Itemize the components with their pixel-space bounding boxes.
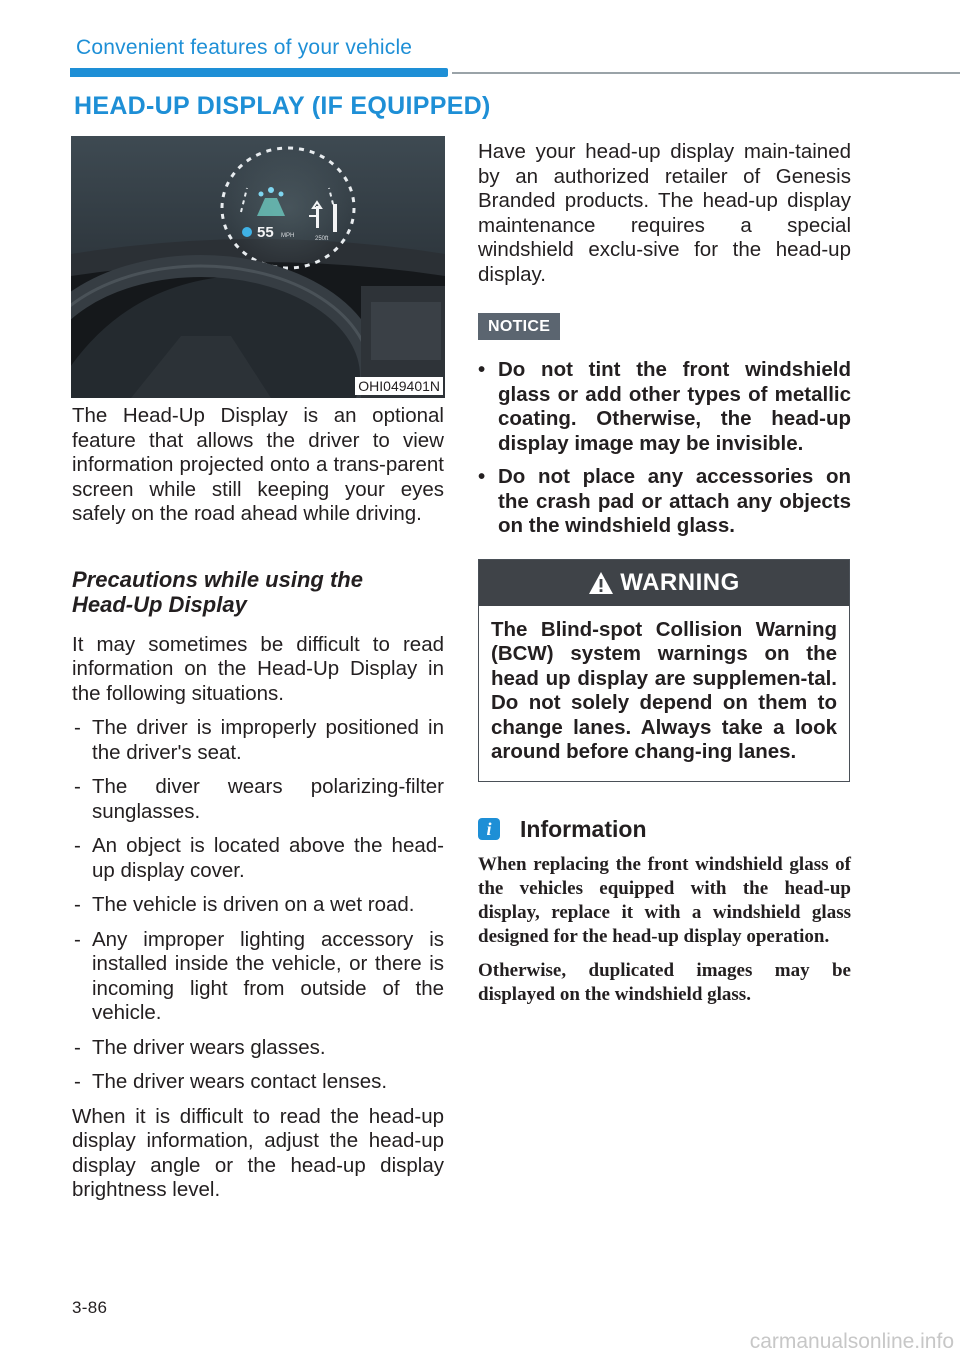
list-item: - An object is located above the head-up display cover. <box>72 834 444 883</box>
intro-paragraph: The Head-Up Display is an optional feature that allows the driver to view information projected onto a trans-parent screen while still keeping your eyes safely on the road ahead while driving. <box>72 404 444 525</box>
info-title: Information <box>520 815 647 842</box>
precautions-heading: Precautions while using the Head-Up Display <box>72 566 363 617</box>
page-title: HEAD-UP DISPLAY (IF EQUIPPED) <box>74 92 491 120</box>
list-item: • Do not place any accessories on the crash pad or attach any objects on the windshield glass. <box>478 465 851 539</box>
warning-triangle-icon <box>588 571 614 595</box>
watermark: carmanualsonline.info <box>749 1330 954 1353</box>
header-rule <box>452 72 960 74</box>
right-column <box>478 140 851 1007</box>
notice-list <box>478 358 851 539</box>
list-item: - The driver wears glasses. <box>72 1036 444 1061</box>
warning-text: The Blind-spot Collision Warning (BCW) system warnings on the head up display are supplemen-tal. Do not solely depend on them to change lanes. Always take a look around before chang-ing lanes. <box>491 617 837 763</box>
list-item: - The driver is improperly positioned in the driver's seat. <box>72 716 444 765</box>
warning-header <box>479 560 849 606</box>
list-item: - The diver wears polarizing-filter sunglasses. <box>72 775 444 824</box>
closing-paragraph: When it is difficult to read the head-up display information, adjust the head-up display angle or the head-up display brightness level. <box>72 1104 444 1201</box>
info-paragraph: When replacing the front windshield glass of the vehicles equipped with the head-up display, replace it with a windshield glass designed for the head-up display operation. <box>478 853 851 947</box>
list-item: - The driver wears contact lenses. <box>72 1070 444 1095</box>
info-icon: i <box>478 818 500 840</box>
info-paragraph: Otherwise, duplicated images may be displayed on the windshield glass. <box>478 959 851 1005</box>
maintenance-paragraph: Have your head-up display main-tained by an authorized retailer of Genesis Branded products. The head-up display maintenance requires a special windshield exclu-sive for the head-up display. <box>478 140 851 286</box>
hud-distance: 250ft <box>315 236 329 242</box>
page-number: 3-86 <box>72 1298 108 1317</box>
hud-unit: MPH <box>281 233 295 239</box>
notice-badge: NOTICE <box>478 313 560 340</box>
hud-figure <box>71 136 445 398</box>
precautions-intro: It may sometimes be difficult to read information on the Head-Up Display in the following situations. <box>72 632 444 705</box>
list-item: • Do not tint the front windshield glass or add other types of metallic coating. Otherwise, the head-up display image may be invisible. <box>478 358 851 456</box>
hud-speed: 55 <box>257 224 274 241</box>
warning-box <box>478 559 850 782</box>
info-header <box>478 816 851 843</box>
list-item: - Any improper lighting accessory is installed inside the vehicle, or there is incoming light from outside of the vehicle. <box>72 928 444 1026</box>
warning-label: WARNING <box>620 568 740 596</box>
section-header: Convenient features of your vehicle <box>76 36 413 59</box>
situations-list <box>72 716 444 1095</box>
figure-code: OHI049401N <box>355 377 443 395</box>
header-rule-accent <box>70 68 448 77</box>
list-item: - The vehicle is driven on a wet road. <box>72 893 444 918</box>
hud-photo <box>71 136 445 398</box>
left-column <box>72 404 444 1203</box>
